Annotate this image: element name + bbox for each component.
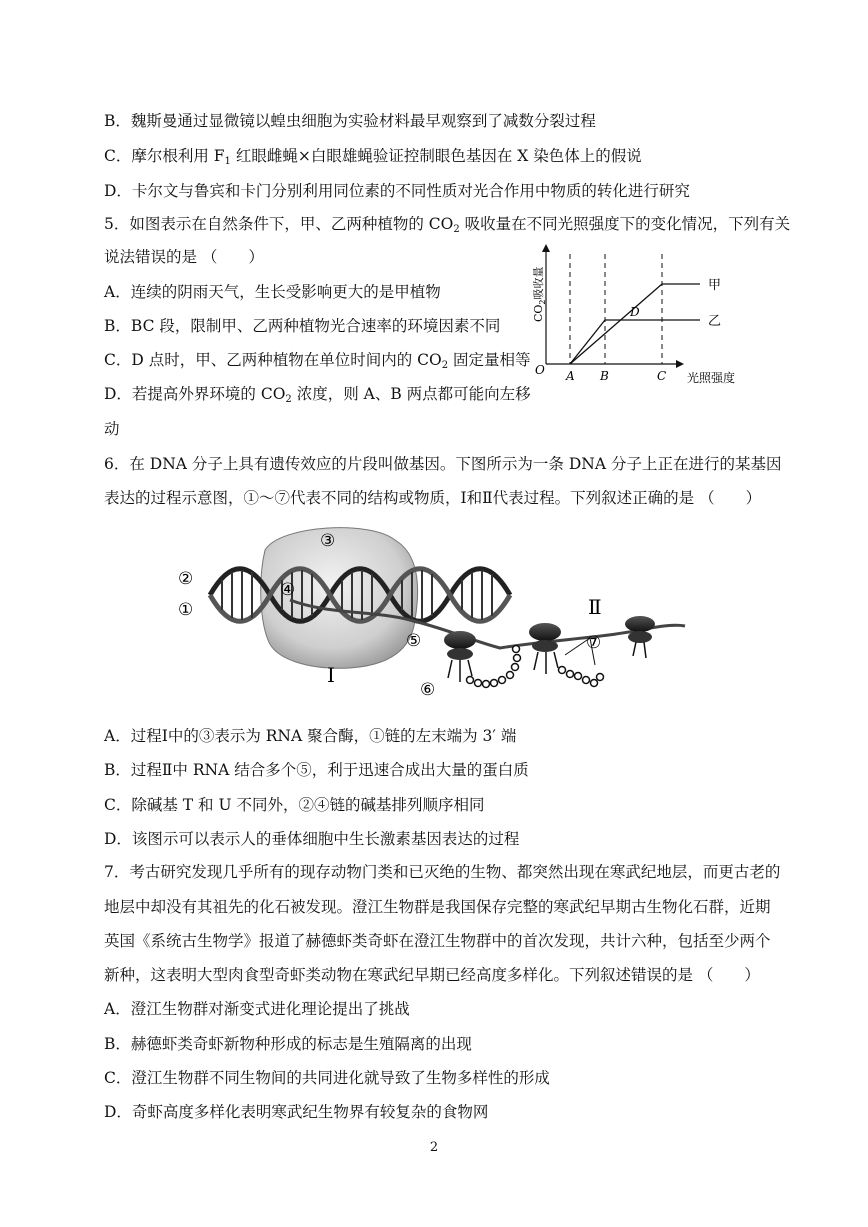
- point-d-label: D: [630, 305, 640, 319]
- page-number: 2: [429, 1140, 439, 1155]
- q7-stem-line2: 地层中却没有其祖先的化石被发现。澄江生物群是我国保存完整的寒武纪早期古生物化石群，近期: [104, 898, 771, 916]
- point-a-label: A: [566, 369, 575, 383]
- q5-stem-line1: 5．如图表示在自然条件下，甲、乙两种植物的 $CO_2$ 吸收量在不同光照强度下的变化情况，下列有关: [104, 215, 791, 235]
- ribosome-1: [444, 631, 476, 660]
- label-5: ⑤: [406, 631, 422, 651]
- q5-stem-line2: 说法错误的是 （ ）: [104, 248, 264, 266]
- q5-option-c: C．D 点时，甲、乙两种植物在单位时间内的 $CO_2$ 固定量相等: [104, 351, 531, 371]
- origin-label: O: [535, 363, 545, 377]
- q7-option-a: A．澄江生物群对渐变式进化理论提出了挑战: [104, 1000, 410, 1018]
- label-3: ③: [320, 531, 336, 551]
- light-co2-chart: [530, 244, 750, 394]
- series-jia-line: [570, 284, 700, 364]
- polypeptide-chain-1: [467, 646, 521, 688]
- q7-stem-line3: 英国《系统古生物学》报道了赫德虾类奇虾在澄江生物群中的首次发现，共计六种，包括至少两个: [104, 932, 771, 950]
- q5-option-b: B．BC 段，限制甲、乙两种植物光合速率的环境因素不同: [104, 317, 501, 335]
- x-axis-arrow: [676, 360, 684, 368]
- q5-option-a: A．连续的阴雨天气，生长受影响更大的是甲植物: [104, 283, 441, 301]
- ribosome-3: [625, 616, 655, 643]
- series-jia-label: 甲: [708, 278, 722, 293]
- label-4: ④: [280, 580, 296, 600]
- y-axis-label: $CO_2$吸收量: [532, 266, 547, 322]
- label-1: ①: [178, 600, 194, 620]
- q7-option-c: C．澄江生物群不同生物间的共同进化就导致了生物多样性的形成: [104, 1069, 550, 1087]
- series-yi-label: 乙: [708, 314, 722, 329]
- y-axis-arrow: [542, 244, 550, 252]
- q6-option-c: C．除碱基 T 和 U 不同外，②④链的碱基排列顺序相同: [104, 796, 485, 814]
- q5-option-d-cont: 动: [104, 420, 120, 438]
- series-yi-line: [570, 320, 700, 364]
- label-2: ②: [178, 569, 194, 589]
- point-b-label: B: [600, 369, 609, 383]
- q4-option-d: D．卡尔文与鲁宾和卡门分别利用同位素的不同性质对光合作用中物质的转化进行研究: [104, 182, 690, 200]
- ribosome-2: [529, 623, 561, 652]
- q7-option-d: D．奇虾高度多样化表明寒武纪生物界有较复杂的食物网: [104, 1103, 489, 1121]
- q6-stem-line2: 表达的过程示意图，①～⑦代表不同的结构或物质，Ⅰ和Ⅱ代表过程。下列叙述正确的是 （ ）: [104, 489, 762, 507]
- q6-option-a: A．过程Ⅰ中的③表示为 RNA 聚合酶，①链的左末端为 3′ 端: [104, 727, 517, 745]
- q5-option-d: D．若提高外界环境的 $CO_2$ 浓度，则 A、B 两点都可能向左移: [104, 385, 531, 405]
- q6-stem-line1: 6．在 DNA 分子上具有遗传效应的片段叫做基因。下图所示为一条 DNA 分子上正在进行的某基因: [104, 455, 782, 473]
- gene-expression-figure: [170, 520, 700, 710]
- point-c-label: C: [657, 369, 667, 383]
- q4-option-c: C．摩尔根利用 $F_1$ 红眼雌蝇×白眼雄蝇验证控制眼色基因在 X 染色体上的假说: [104, 147, 642, 167]
- label-7: ⑦: [586, 633, 602, 653]
- process-ii-label: Ⅱ: [588, 595, 602, 619]
- x-axis-label: 光照强度: [687, 371, 736, 385]
- polypeptide-chain-2: [559, 667, 604, 687]
- q7-stem-line1: 7．考古研究发现几乎所有的现存动物门类和已灭绝的生物、都突然出现在寒武纪地层，而更古老的: [104, 863, 781, 881]
- q6-option-b: B．过程Ⅱ中 RNA 结合多个⑤，利于迅速合成出大量的蛋白质: [104, 761, 529, 779]
- q6-option-d: D．该图示可以表示人的垂体细胞中生长激素基因表达的过程: [104, 830, 520, 848]
- q4-option-b: B．魏斯曼通过显微镜以蝗虫细胞为实验材料最早观察到了减数分裂过程: [104, 112, 596, 130]
- label-6: ⑥: [420, 680, 436, 700]
- process-i-label: Ⅰ: [327, 663, 335, 687]
- q7-stem-line4: 新种，这表明大型肉食型奇虾类动物在寒武纪早期已经高度多样化。下列叙述错误的是 （ ）: [104, 966, 760, 984]
- q7-option-b: B．赫德虾类奇虾新物种形成的标志是生殖隔离的出现: [104, 1035, 472, 1053]
